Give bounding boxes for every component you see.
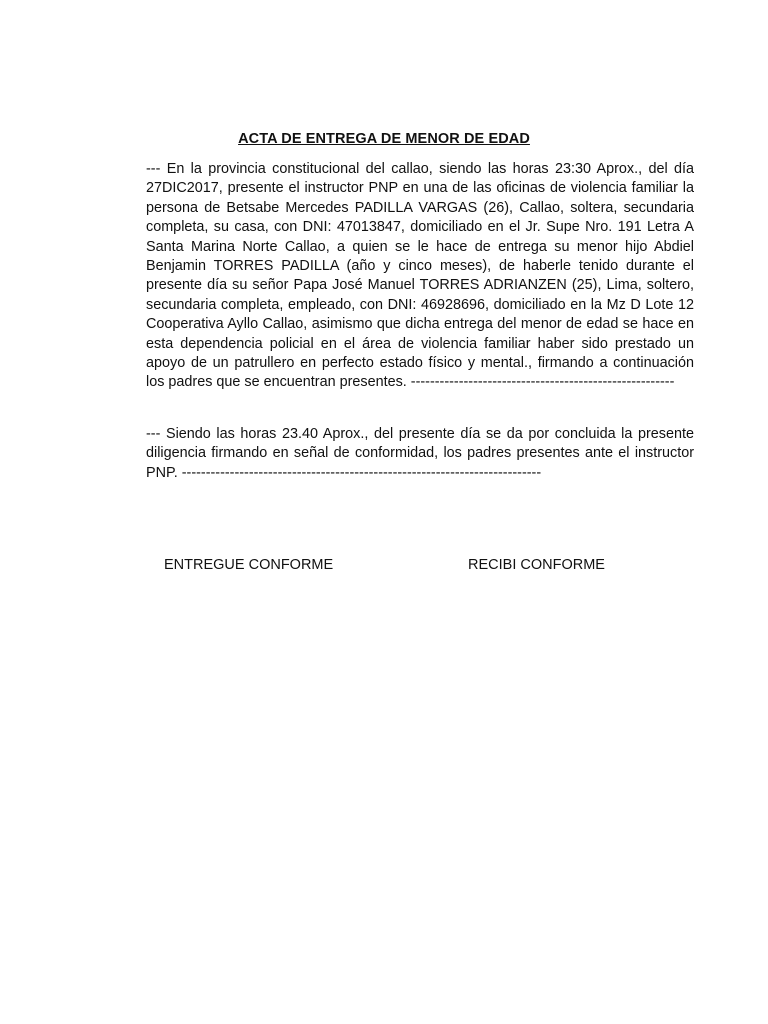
paragraph-conclusion: --- Siendo las horas 23.40 Aprox., del presente día se da por concluida la presente diligencia firmando en señal de conformidad, los padres presentes ante el instructor PNP. ---------------------------------------------------------------------------: [146, 426, 694, 481]
document-title: ACTA DE ENTREGA DE MENOR DE EDAD: [238, 131, 530, 147]
signature-label-received: RECIBI CONFORME: [468, 557, 605, 573]
signature-label-delivered: ENTREGUE CONFORME: [164, 557, 334, 573]
paragraph-handover: --- En la provincia constitucional del callao, siendo las horas 23:30 Aprox., del día 27DIC2017, presente el instructor PNP en una de las oficinas de violencia familiar la persona de Betsabe Mercedes PADILLA VARGAS (26), Callao, soltera, secundaria completa, su casa, con DNI: 47013847, domiciliado en el Jr. Supe Nro. 191 Letra A Santa Marina Norte Callao, a quien se le hace de entrega su menor hijo Abdiel Benjamin TORRES PADILLA (año y cinco meses), de haberle tenido durante el presente día su señor Papa José Manuel TORRES ADRIANZEN (25), Lima, soltero, secundaria completa, empleado, con DNI: 46928696, domiciliado en la Mz D Lote 12 Cooperativa Ayllo Callao, asimismo que dicha entrega del menor de edad se hace en esta dependencia policial en el área de violencia familiar haber sido prestado un apoyo de un patrullero en perfecto estado físico y mental., firmando a continuación los padres que se encuentran presentes. -------------------------------------------------------: [146, 161, 694, 391]
